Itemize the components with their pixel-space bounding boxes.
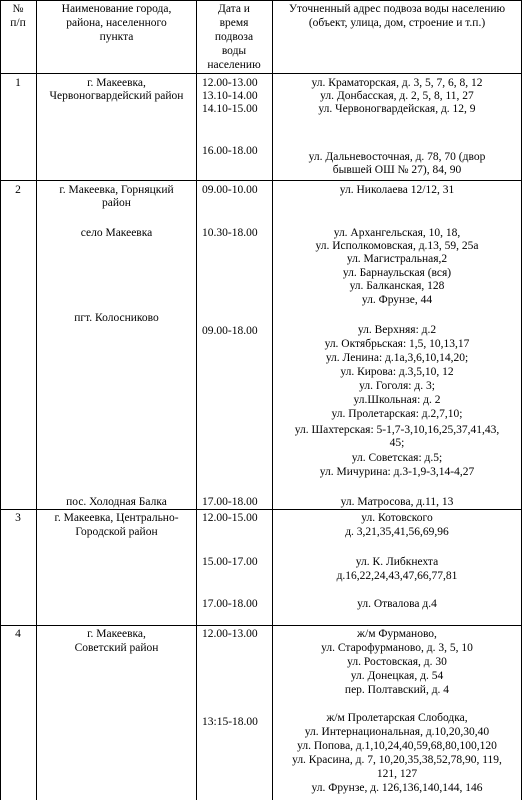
delivery-address: ул. Ленина: д.1а,3,6,10,14,20; [325,352,469,364]
delivery-address: д.16,22,24,43,47,66,77,81 [336,570,458,582]
delivery-time: 17.00-18.00 [202,598,258,610]
delivery-address: ул. Исполкомовская, д.13, 59, 25а [315,240,479,252]
delivery-address: ул. К. Либкнехта [355,556,439,568]
delivery-time: 09.00-18.00 [202,325,258,337]
delivery-address: ул. Ростовская, д. 30 [347,656,447,668]
place-name: село Макеевка [80,227,153,239]
header-text: Уточненный адрес подвоза воды населению [288,3,506,15]
delivery-time: 13:15-18.00 [202,716,258,728]
delivery-address: ул. Николаева 12/12, 31 [339,184,455,196]
delivery-address: ул. Мичурина: д.3-1,9-3,14-4,27 [319,466,475,478]
header-text: (объект, улица, дом, строение и т.п.) [308,17,486,29]
delivery-address: ж/м Пролетарская Слободка, [326,712,468,724]
delivery-address: д. 3,21,35,41,56,69,96 [345,526,449,538]
place-name: район [102,197,131,209]
delivery-address: ул. Красина, д. 7, 10,20,35,38,52,78,90, 119, [292,754,502,766]
delivery-time: 14.10-15.00 [202,103,258,115]
delivery-address: ул. Советская: д.5; [351,452,443,464]
delivery-address: ул.Школьная: д. 2 [353,394,441,406]
place-name: Червоногвардейский район [49,90,184,102]
header-text: населению [207,59,261,71]
table-border-left [0,0,1,800]
delivery-address: бывшей ОШ № 27), 84, 90 [332,164,462,176]
delivery-address: ул. Шахтерская: 5-1,7-3,10,16,25,37,41,43, [294,424,500,436]
delivery-address: ул. Магистральная,2 [346,253,448,265]
column-divider [196,0,197,800]
row-divider [0,73,521,74]
delivery-address: 121, 127 [376,768,418,780]
header-text: воды [221,45,247,57]
delivery-time: 12.00-13.00 [202,77,258,89]
delivery-address: ул. Пролетарская: д.2,7,10; [331,408,463,420]
delivery-address: ул. Фрунзе, 44 [361,294,433,306]
delivery-address: ул. Донецкая, д. 54 [350,670,444,682]
header-text: пункта [99,31,134,43]
delivery-address: ул. Интернациональная, д.10,20,30,40 [304,726,490,738]
place-name: пгт. Колосниково [74,312,159,324]
delivery-address: ул. Котовского [361,512,433,524]
place-name: Городской район [75,526,158,538]
header-text: района, населенного [66,17,167,29]
delivery-address: 45; [389,437,405,449]
delivery-time: 17.00-18.00 [202,496,258,508]
header-address [273,2,521,30]
header-text: время [219,17,249,29]
delivery-address: ул. Гоголя: д. 3; [359,380,435,392]
row-divider [0,509,521,510]
header-name [37,2,196,44]
header-date [197,2,271,72]
delivery-time: 15.00-17.00 [202,556,258,568]
delivery-address: ул. Матросова, д.11, 13 [340,496,454,508]
header-text: № [12,3,24,15]
header-text: Наименование города, [61,3,172,15]
column-divider [36,0,37,800]
place-name: г. Макеевка, Горняцкий [59,184,174,196]
delivery-address: ул. Верхняя: д.2 [357,324,437,336]
delivery-address: ул. Старофурманово, д. 3, 5, 10 [321,642,473,654]
delivery-address: ул. Краматорская, д. 3, 5, 7, 6, 8, 12 [311,77,483,89]
delivery-address: ул. Попова, д.1,10,24,40,59,68,80,100,120 [297,740,497,752]
delivery-address: ул. Дальневосточная, д. 78, 70 (двор [308,151,486,163]
delivery-address: ул. Октябрьская: 1,5, 10,13,17 [324,338,470,350]
header-text: п/п [10,17,26,29]
delivery-time: 13.10-14.00 [202,90,258,102]
delivery-address: ул. Донбасская, д. 2, 5, 8, 11, 27 [320,90,474,102]
place-name: Советский район [74,642,159,654]
delivery-time: 16.00-18.00 [202,145,258,157]
table-border-top [0,0,521,1]
delivery-address: ул. Фрунзе, д. 126,136,140,144, 146 [311,782,483,794]
delivery-time: 12.00-13.00 [202,628,258,640]
delivery-address: пер. Полтавский, д. 4 [344,684,450,696]
row-divider [0,180,521,181]
delivery-address: ул. Архангельская, 10, 18, [333,227,461,239]
header-text: Дата и [218,3,250,15]
delivery-address: ул. Отвалова д.4 [357,598,437,610]
delivery-time: 10.30-18.00 [202,227,258,239]
row-number: 2 [15,184,21,196]
delivery-address: ул. Кирова: д.3,5,10, 12 [340,366,454,378]
place-name: г. Макеевка, [87,628,146,640]
delivery-address: ул. Барнаульская (вся) [342,267,452,279]
place-name: г. Макеевка, [87,77,146,89]
row-number: 4 [15,628,21,640]
delivery-address: ул. Червоногвардейская, д. 12, 9 [318,103,476,115]
row-number: 1 [15,77,21,89]
header-no [0,2,36,30]
delivery-address: ж/м Фурманово, [357,628,437,640]
delivery-time: 09.00-10.00 [202,184,258,196]
row-number: 3 [15,512,21,524]
delivery-address: ул. Балканская, 128 [349,280,445,292]
delivery-time: 12.00-15.00 [202,512,258,524]
header-text: подвоза [214,31,254,43]
row-divider [0,625,521,626]
place-name: г. Макеевка, Центрально- [54,512,179,524]
place-name: пос. Холодная Балка [66,496,167,508]
